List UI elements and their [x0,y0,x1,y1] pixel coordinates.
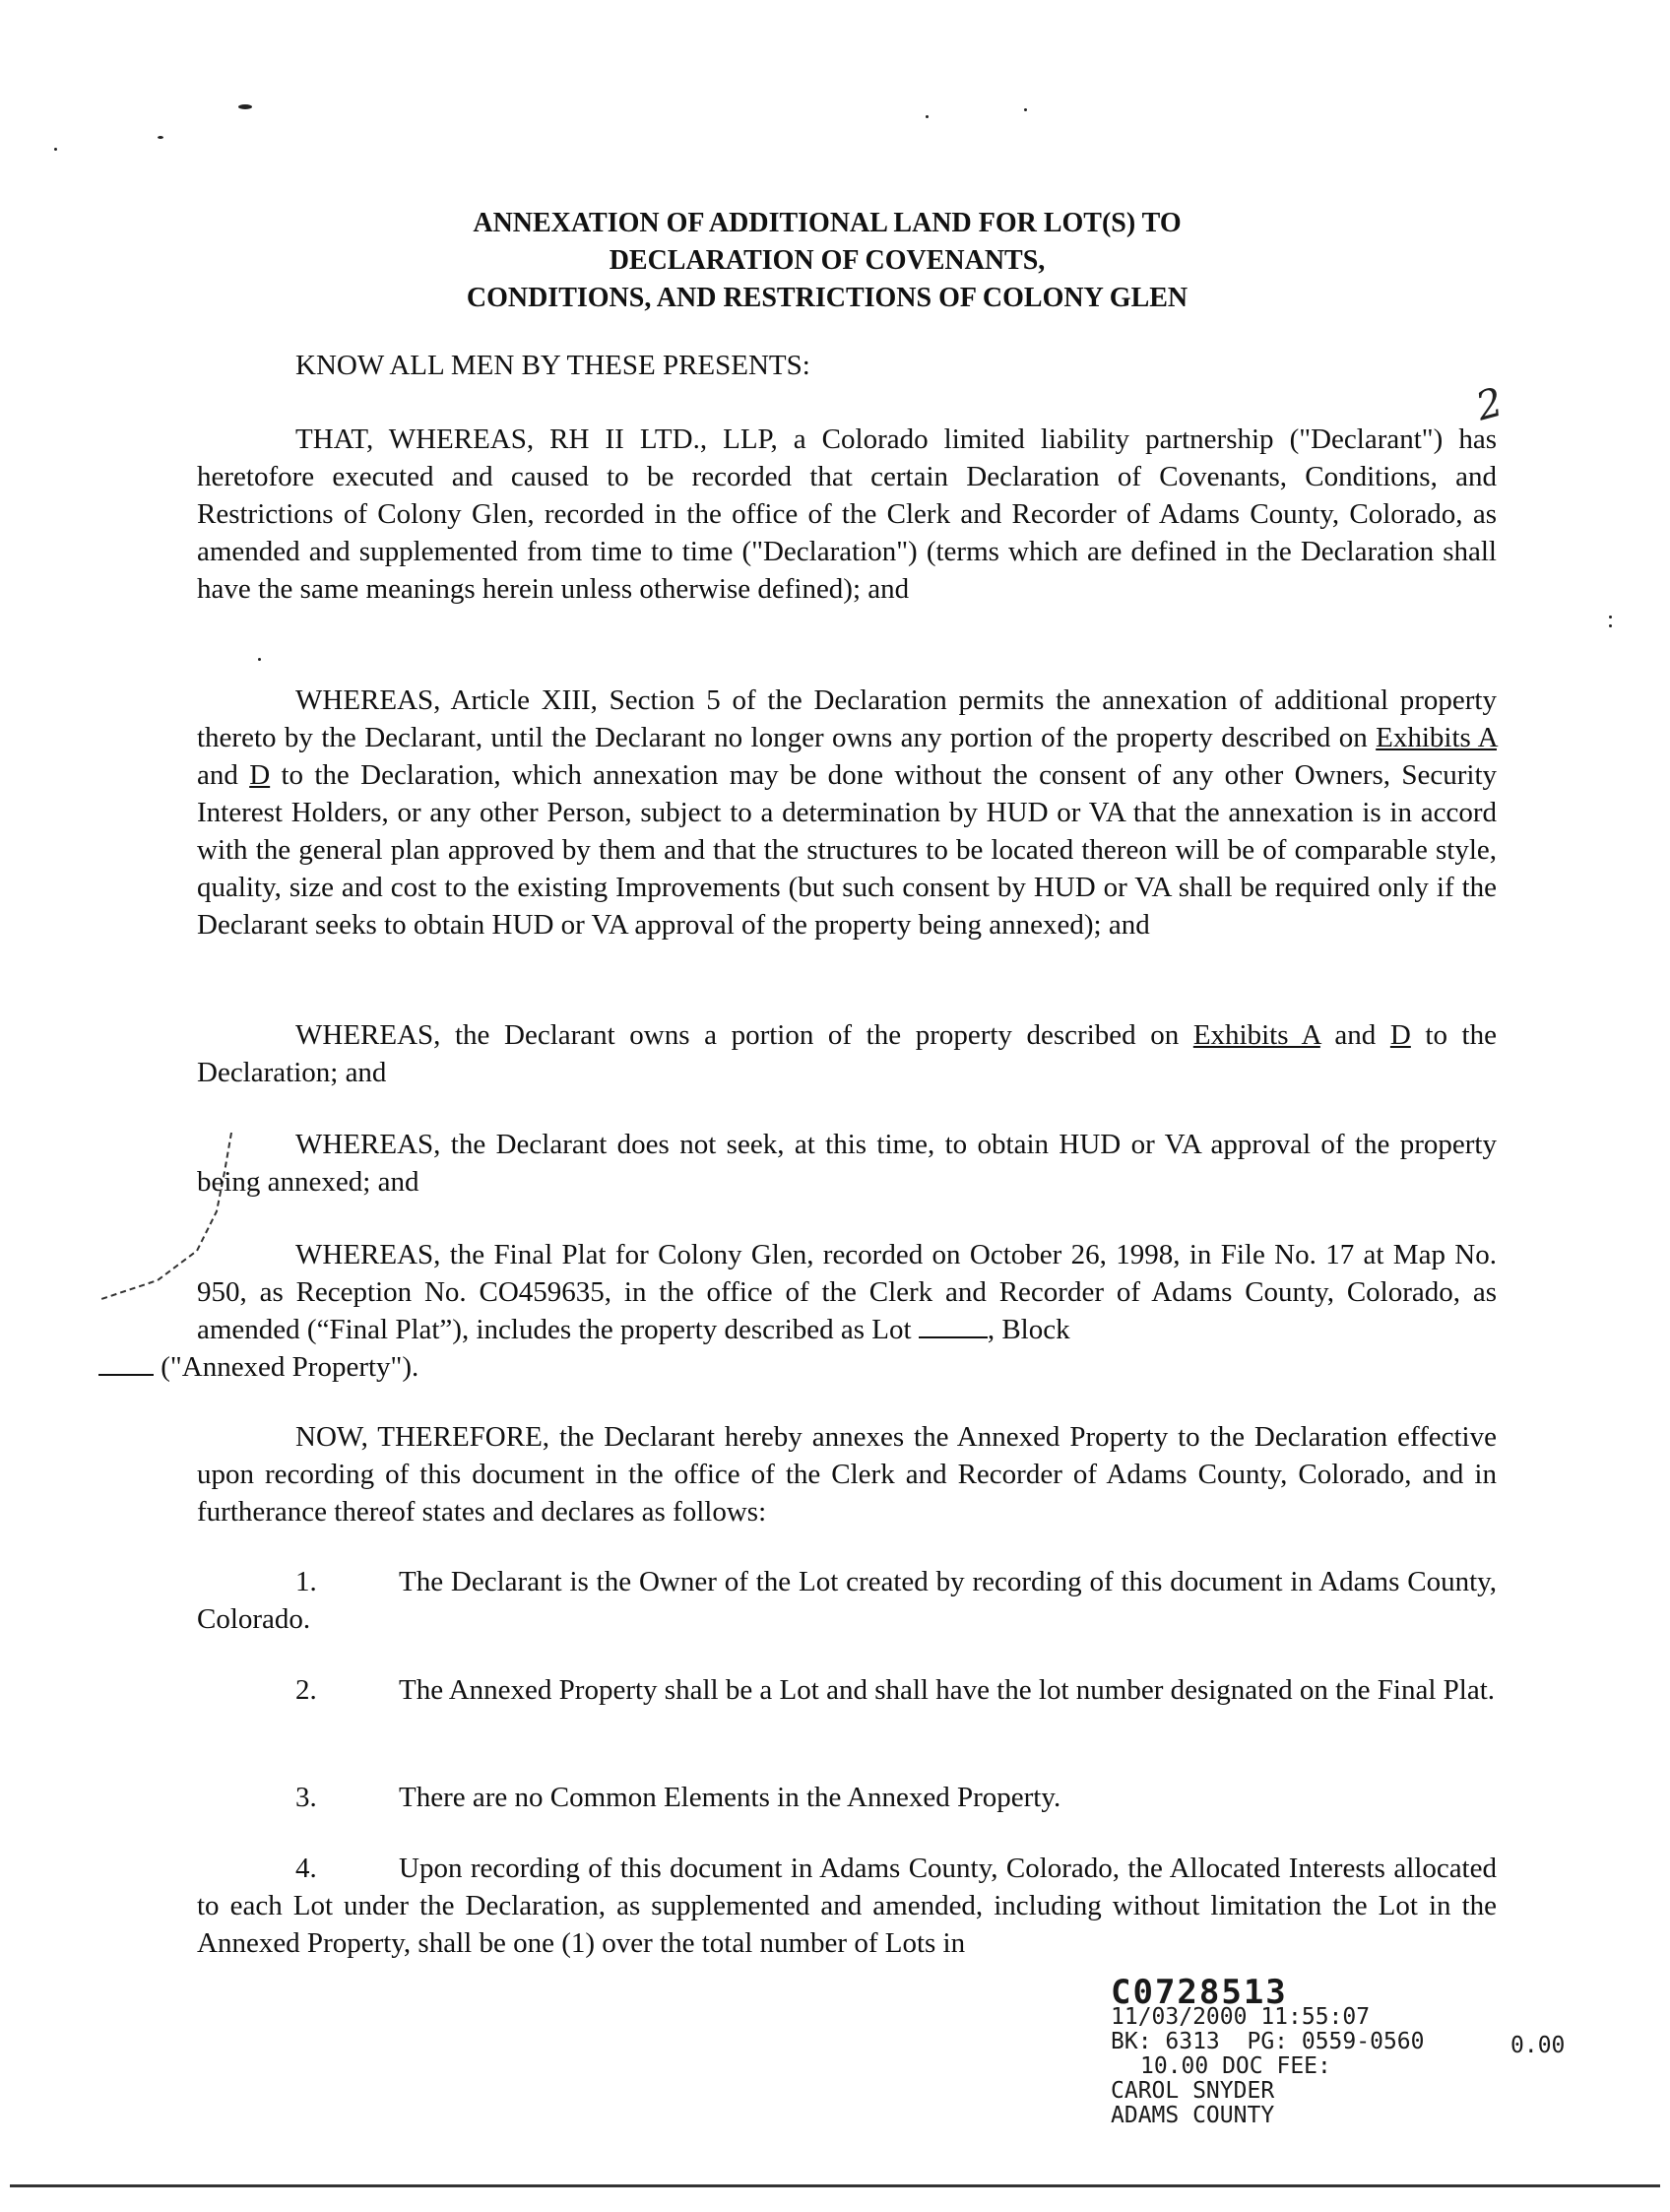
exhibit-d-reference: D [1389,1019,1411,1051]
document-title [197,205,1457,317]
intro-heading: KNOW ALL MEN BY THESE PRESENTS: [295,350,810,381]
operative-paragraph: NOW, THEREFORE, the Declarant hereby annexes the Annexed Property to the Declaration effective upon recording of this document in the office of the Clerk and Recorder of Adams County, Colorado, and in furtherance thereof states and declares as follows: [197,1421,1497,1528]
list-item [197,1671,1497,1709]
title-line-3: CONDITIONS, AND RESTRICTIONS OF COLONY GLEN [466,283,1188,313]
list-item-text: There are no Common Elements in the Annexed Property. [399,1782,1061,1813]
exhibit-a-reference: Exhibits A [1192,1019,1320,1051]
list-item-number: 2. [295,1674,317,1706]
recital-paragraph-1: THAT, WHEREAS, RH II LTD., LLP, a Colorado limited liability partnership ("Declarant") has heretofore executed and caused to be recorded that certain Declaration of Covenants, Conditions, and Restrictions of Colony Glen, recorded in the office of the Clerk and Recorder of Adams County, Colorado, as amended and supplemented from time to time ("Declaration") (terms which are defined in the Declaration shall have the same meanings herein unless otherwise defined); and [197,423,1497,605]
list-item-text: The Declarant is the Owner of the Lot created by recording of this document in Adams County, Colorado. [197,1566,1497,1635]
scan-speck [1609,616,1612,618]
title-line-1: ANNEXATION OF ADDITIONAL LAND FOR LOT(S) TO [473,208,1182,238]
recital-paragraph-4: WHEREAS, the Declarant does not seek, at this time, to obtain HUD or VA approval of the property being annexed; and [197,1129,1497,1198]
scan-speck [158,136,163,139]
lot-number-blank [919,1315,988,1338]
scan-speck [926,115,929,118]
recorder-name: CAROL SNYDER [1111,2078,1275,2104]
scan-speck [258,658,261,661]
recording-fee: 10.00 DOC FEE: [1140,2053,1331,2079]
recital-paragraph-2: WHEREAS, Article XIII, Section 5 of the Declaration permits the annexation of additional property thereto by the Declarant, until the Declarant no longer owns any portion of the property described on Exhibits A and D to the Declaration, which annexation may be done without the consent of any other Owners, Security Interest Holders, or any other Person, subject to a determination by HUD or VA that the annexation is in accord with the general plan approved by them and that the structures to be located thereon will be of comparable style, quality, size and cost to the existing Improvements (but such consent by HUD or VA shall be required only if the Declarant seeks to obtain HUD or VA approval of the property being annexed); and [197,684,1497,941]
handwritten-page-mark: 2 [1471,379,1508,430]
exhibit-a-reference: Exhibits A [1376,722,1497,753]
recital-paragraph-3: WHEREAS, the Declarant owns a portion of the property described on Exhibits A and D to the Declaration; and [197,1019,1497,1088]
recital-paragraph-5: WHEREAS, the Final Plat for Colony Glen, recorded on October 26, 1998, in File No. 17 at Map No. 950, as Reception No. CO459635, in the office of the Clerk and Recorder of Adams County, Colorado, as amended (“Final Plat”), includes the property described as Lot , Block ("Annexed Property"). [197,1236,1497,1386]
scan-speck [238,104,252,109]
block-number-blank [98,1352,154,1376]
title-line-2: DECLARATION OF COVENANTS, [609,245,1046,276]
recording-stamp [1111,1973,1425,2128]
page-bottom-rule [10,2184,1660,2187]
recorder-county: ADAMS COUNTY [1111,2103,1275,2128]
scan-speck [1609,624,1612,627]
list-item [197,1563,1497,1638]
reception-number: C0728513 [1111,1973,1288,2012]
list-item-number: 1. [295,1566,317,1597]
scan-speck [1024,108,1027,111]
list-item [197,1850,1497,1962]
recording-datetime: 11/03/2000 11:55:07 [1111,2004,1371,2030]
book-page: BK: 6313 PG: 0559-0560 [1111,2029,1425,2054]
list-item-text: The Annexed Property shall be a Lot and shall have the lot number designated on the Final Plat. [399,1674,1496,1706]
list-item-text: Upon recording of this document in Adams County, Colorado, the Allocated Interests allocated to each Lot under the Declaration, as supplemented and amended, including without limitation the Lot in the Annexed Property, shall be one (1) over the total number of Lots in [197,1853,1497,1959]
doc-fee-amount: 0.00 [1510,2033,1566,2058]
list-item [197,1779,1497,1816]
scan-speck [54,148,57,151]
list-item-number: 4. [295,1853,317,1884]
exhibit-d-reference: D [249,759,271,791]
list-item-number: 3. [295,1782,317,1813]
